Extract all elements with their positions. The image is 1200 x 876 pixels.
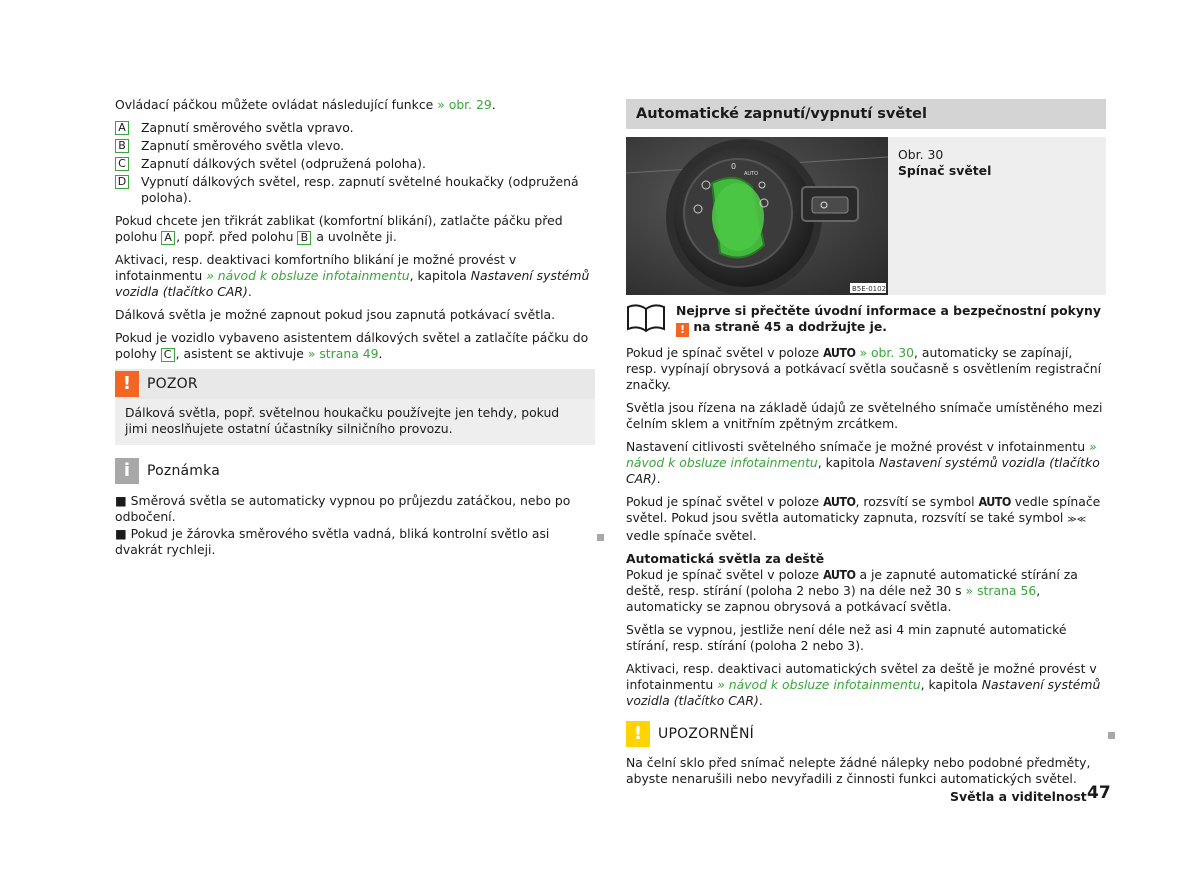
auto-symbol: AUTO [823,494,856,509]
figure-code: B5E-0102 [852,285,887,293]
list-item: A Zapnutí směrového světla vpravo. [115,120,595,136]
list-item: C Zapnutí dálkových světel (odpružená poloha). [115,156,595,172]
note-list [115,493,595,558]
caution-header [626,719,1106,749]
caution-text: Na čelní sklo před snímač nelepte žádné nálepky nebo podobné předměty, abyste nenarušili nebo nevyřadili z činnosti funkci automatických světel. [626,755,1091,786]
light-switch-illustration [626,137,888,295]
position-label: C [161,348,175,362]
side-light-symbol: ≫≪ [1067,515,1087,525]
link-fig-29[interactable]: » obr. 29 [437,97,492,112]
paragraph-comfort-blink: Pokud chcete jen třikrát zablikat (komfortní blikání), zatlačte páčku před polohu A , popř. před polohu B a uvolněte ji. [115,213,563,244]
right-column [626,99,1106,794]
note-item: ■ Směrová světla se automaticky vypnou po průjezdu zatáčkou, nebo po odbočení. [115,493,571,524]
figure-caption [888,137,991,295]
light-switch-image [626,137,888,295]
warning-body: Dálková světla, popř. světelnou houkačku používejte jen tehdy, pokud jimi neoslňujete ostatní účastníky silničního provozu. [115,399,595,445]
subheading-rain: Automatická světla za deště [626,551,825,566]
warning-title: POZOR [147,376,198,392]
link-infotainment-manual[interactable]: » návod k obsluze infotainmentu [717,677,921,692]
caution-title: UPOZORNĚNÍ [658,726,754,742]
read-first-note: Nejprve si přečtěte úvodní informace a bezpečnostní pokyny ! na straně 45 a dodržujte je. [626,303,1106,337]
paragraph-off: Světla se vypnou, jestliže není déle než asi 4 min zapnuté automatické stírání, resp. stírání (poloha 2 nebo 3). [626,622,1067,653]
warning-header [115,369,595,399]
auto-symbol: AUTO [823,345,856,360]
position-label: B [115,139,129,153]
list-item: D Vypnutí dálkových světel, resp. zapnutí světelné houkačky (odpružená poloha). [115,174,595,206]
paragraph-assistant: Pokud je vozidlo vybaveno asistentem dálkových světel a zatlačíte páčku do polohy C , asistent se aktivuje » strana 49. [115,330,589,361]
paragraph-sensor: Světla jsou řízena na základě údajů ze světelného snímače umístěného mezi čelním sklem a vnitřním zpětným zrcátkem. [626,400,1103,431]
paragraph-rain-activation: Aktivaci, resp. deaktivaci automatických světel za deště je možné provést v infotainmentu » návod k obsluze infotainmentu, kapitola Nastavení systémů vozidla (tlačítko CAR). [626,661,1101,708]
warning-icon: ! [676,323,689,337]
paragraph-infotainment: Aktivaci, resp. deaktivaci komfortního blikání je možné provést v infotainmentu » návod k obsluze infotainmentu, kapitola Nastavení systémů vozidla (tlačítko CAR). [115,252,590,299]
knob-label-auto: AUTO [744,171,759,177]
note-header [115,457,595,485]
figure-title: Spínač světel [898,163,992,178]
caution-icon: ! [626,721,650,747]
auto-symbol: AUTO [978,494,1011,509]
paragraph-rain: Pokud je spínač světel v poloze AUTO a je zapnuté automatické stírání za deště, resp. stírání (poloha 2 nebo 3) na déle než 30 s » strana 56, automaticky se zapnou obrysová a potkávací světla. [626,567,1078,614]
figure-number: Obr. 30 [898,147,944,162]
knob-label-0: 0 [731,162,737,171]
position-label: B [297,231,311,245]
info-icon: i [115,458,139,484]
paragraph-sensitivity: Nastavení citlivosti světelného snímače je možné provést v infotainmentu » návod k obsluze infotainmentu, kapitola Nastavení systémů vozidla (tlačítko CAR). [626,439,1100,486]
figure [626,137,1106,295]
list-item: B Zapnutí směrového světla vlevo. [115,138,595,154]
position-label: A [115,121,129,135]
section-heading: Automatické zapnutí/vypnutí světel [626,99,1106,129]
link-fig-30[interactable]: » obr. 30 [859,345,915,360]
section-end-mark [1108,732,1115,739]
position-label: A [161,231,175,245]
book-icon [626,303,666,335]
note-item: ■ Pokud je žárovka směrového světla vadná, bliká kontrolní světlo asi dvakrát rychleji. [115,526,550,557]
intro-paragraph: Ovládací páčkou můžete ovládat následující funkce » obr. 29. [115,97,496,112]
paragraph-high-beam: Dálková světla je možné zapnout pokud jsou zapnutá potkávací světla. [115,307,556,322]
auto-symbol: AUTO [823,567,856,582]
warning-icon: ! [115,371,139,397]
position-label: C [115,157,129,171]
link-infotainment-manual[interactable]: » návod k obsluze infotainmentu [206,268,410,283]
function-list [115,120,595,206]
paragraph-auto-symbol: Pokud je spínač světel v poloze AUTO, rozsvítí se symbol AUTO vedle spínače světel. Pokud jsou světla automaticky zapnuta, rozsvítí se také symbol ≫≪ vedle spínače světel. [626,494,1101,543]
note-title: Poznámka [147,463,220,479]
position-label: D [115,175,129,189]
link-page-56[interactable]: » strana 56 [965,583,1037,598]
link-page-49[interactable]: » strana 49 [307,346,379,361]
link-infotainment-manual[interactable]: » návod k obsluze infotainmentu [626,439,1097,470]
footer-section-title: Světla a viditelnost [950,789,1087,804]
paragraph-auto-mode: Pokud je spínač světel v poloze AUTO » obr. 30, automaticky se zapínají, resp. vypínají obrysová a potkávací světla současně s osvětlením registrační značky. [626,345,1102,392]
section-end-mark [597,534,604,541]
page-number: 47 [1087,783,1111,803]
left-column [115,97,595,559]
